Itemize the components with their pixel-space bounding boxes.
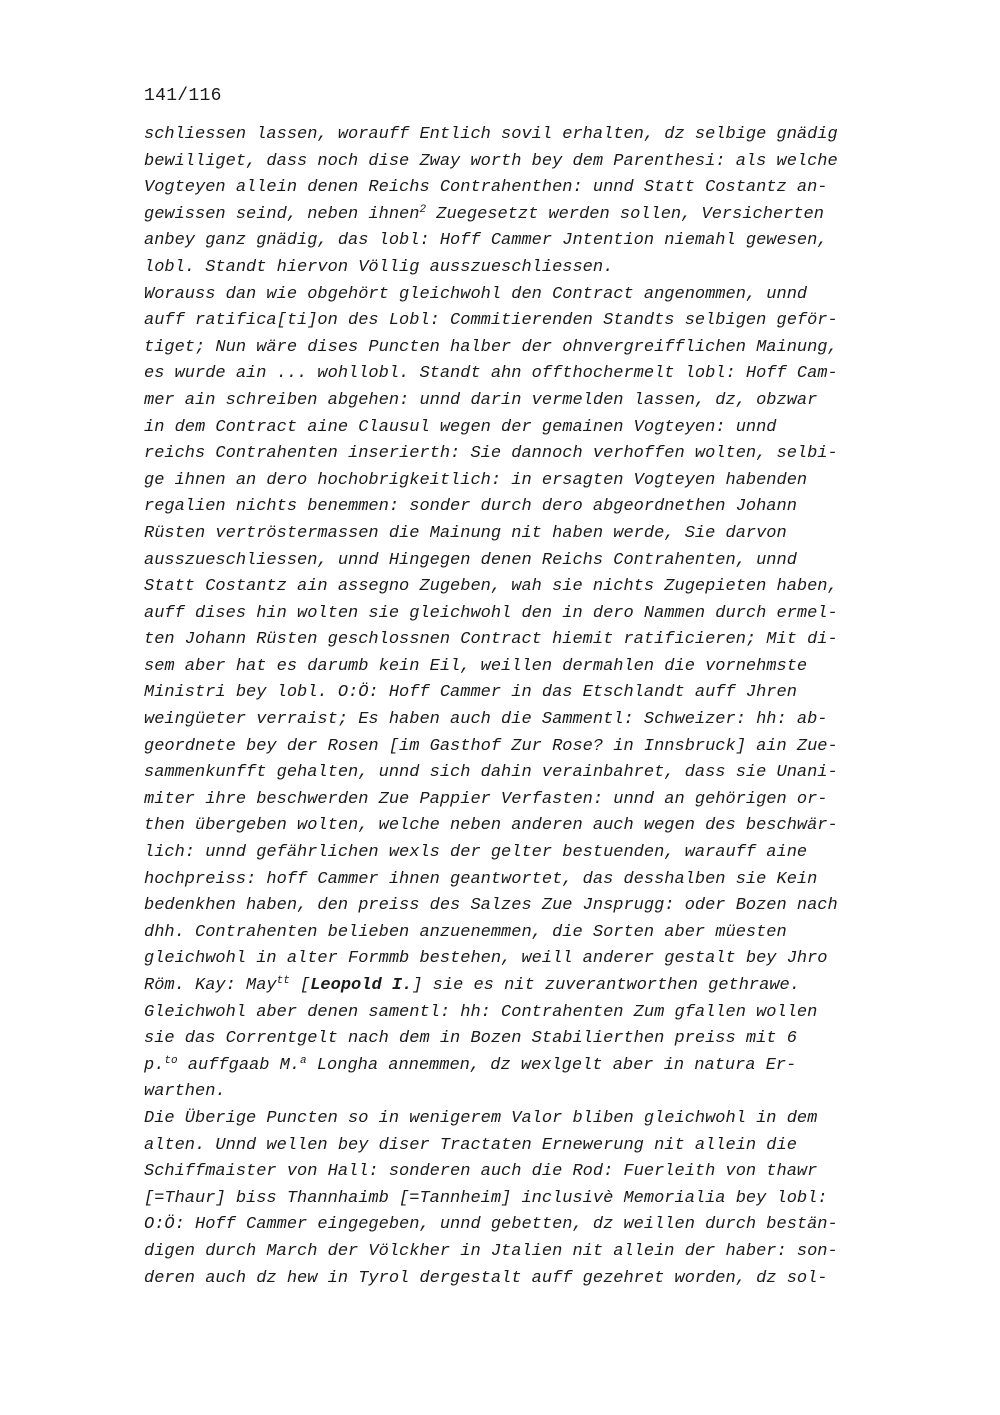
text-segment: Longha annemmen, dz wexlgelt aber in natura Er- (306, 1055, 797, 1075)
text-line: Statt Costantz ain assegno Zugeben, wah sie nichts Zugepieten haben, (144, 577, 838, 597)
text-line: schliessen lassen, worauff Entlich sovil erhalten, dz selbige gnädig (144, 125, 838, 144)
text-line: Die Überige Puncten so in wenigerem Valor bliben gleichwohl in dem (144, 1108, 818, 1128)
superscript-abbreviation: to (164, 1054, 178, 1067)
text-line (144, 202, 924, 229)
text-line: bewilliget, dass noch dise Zway worth bey dem Parenthesi: als welche (144, 151, 838, 171)
text-line: Worauss dan wie obgehört gleichwohl den Contract angenommen, unnd (144, 284, 808, 304)
text-segment: Röm. Kay: May (144, 976, 277, 995)
text-line: [=Thaur] biss Thannhaimb [=Tannheim] inclusivè Memorialia bey lobl: (144, 1188, 828, 1208)
text-line: anbey ganz gnädig, das lobl: Hoff Cammer Jntention niemahl gewesen, (144, 231, 828, 251)
page-number: 141/116 (144, 86, 222, 106)
text-line: bedenkhen haben, den preiss des Salzes Zue Jnsprugg: oder Bozen nach (144, 896, 838, 916)
text-line (144, 973, 924, 1000)
text-line: Rüsten vertröstermassen die Mainung nit haben werde, Sie darvon (144, 523, 787, 543)
text-line: Gleichwohl aber denen samentl: hh: Contrahenten Zum gfallen wollen (144, 1002, 818, 1022)
text-line: alten. Unnd wellen bey diser Tractaten Ernewerung nit allein die (144, 1135, 797, 1155)
text-line: auff ratifica[ti]on des Lobl: Commitierenden Standts selbigen geför- (144, 311, 838, 331)
text-line: ausszueschliessen, unnd Hingegen denen Reichs Contrahenten, unnd (144, 550, 797, 570)
body-text (144, 122, 924, 1292)
text-line: ge ihnen an dero hochobrigkeitlich: in ersagten Vogteyen habenden (144, 470, 808, 490)
text-line: sem aber hat es darumb kein Eil, weillen dermahlen die vornehmste (144, 656, 808, 676)
text-line: ten Johann Rüsten geschlossnen Contract hiemit ratificieren; Mit di- (144, 630, 838, 650)
text-line: regalien nichts benemmen: sonder durch dero abgeordnethen Johann (144, 497, 797, 517)
text-segment: [ (289, 976, 311, 995)
superscript-abbreviation: tt (276, 975, 290, 987)
text-line: lich: unnd gefährlichen wexls der gelter bestuenden, warauff aine (144, 843, 808, 863)
text-line: sie das Correntgelt nach dem in Bozen Stabilierthen preiss mit 6 (144, 1029, 797, 1049)
text-segment: p. (144, 1055, 165, 1075)
text-line: O:Ö: Hoff Cammer eingegeben, unnd gebetten, dz weillen durch bestän- (144, 1215, 838, 1235)
text-segment: auffgaab M. (177, 1055, 301, 1075)
text-segment: ] sie es nit zuverantworthen gethrawe. (412, 976, 800, 995)
text-line: geordnete bey der Rosen [im Gasthof Zur Rose? in Innsbruck] ain Zue- (144, 736, 838, 756)
text-line: Schiffmaister von Hall: sonderen auch die Rod: Fuerleith von thawr (144, 1162, 818, 1182)
text-line: hochpreiss: hoff Cammer ihnen geantwortet, das desshalben sie Kein (144, 869, 818, 889)
text-line: sammenkunfft gehalten, unnd sich dahin verainbahret, dass sie Unani- (144, 763, 838, 783)
text-line: lobl. Standt hiervon Völlig ausszueschliessen. (144, 257, 614, 277)
text-line: auff dises hin wolten sie gleichwohl den in dero Nammen durch ermel- (144, 603, 838, 623)
footnote-marker: 2 (419, 203, 427, 216)
text-segment: gewissen seind, neben ihnen (144, 204, 420, 224)
text-line: Ministri bey lobl. O:Ö: Hoff Cammer in das Etschlandt auff Jhren (144, 683, 797, 703)
text-line: warthen. (144, 1082, 226, 1102)
text-line: miter ihre beschwerden Zue Pappier Verfasten: unnd an gehörigen or- (144, 789, 828, 809)
text-line: reichs Contrahenten inserierth: Sie dannoch verhoffen wolten, selbi- (144, 444, 838, 464)
text-line: Vogteyen allein denen Reichs Contrahenthen: unnd Statt Costantz an- (144, 178, 828, 198)
text-line: digen durch March der Völckher in Jtalien nit allein der haber: son- (144, 1241, 838, 1261)
superscript-abbreviation: a (300, 1054, 307, 1067)
text-line: mer ain schreiben abgehen: unnd darin vermelden lassen, dz, obzwar (144, 390, 818, 410)
text-line: weingüeter verraist; Es haben auch die Sammentl: Schweizer: hh: ab- (144, 710, 828, 730)
text-line: es wurde ain ... wohllobl. Standt ahn offthochermelt lobl: Hoff Cam- (144, 364, 838, 384)
text-line: in dem Contract aine Clausul wegen der gemainen Vogteyen: unnd (144, 417, 777, 437)
text-line: dhh. Contrahenten belieben anzuenemmen, die Sorten aber müesten (144, 922, 787, 942)
text-line: tiget; Nun wäre dises Puncten halber der ohnvergreifflichen Mainung, (144, 337, 838, 357)
text-line: deren auch dz hew in Tyrol dergestalt auff gezehret worden, dz sol- (144, 1268, 828, 1288)
text-line: then übergeben wolten, welche neben anderen auch wegen des beschwär- (144, 816, 838, 836)
text-line (144, 1053, 924, 1080)
text-line: gleichwohl in alter Formmb bestehen, weill anderer gestalt bey Jhro (144, 949, 828, 969)
text-segment: Zuegesetzt werden sollen, Versicherten (426, 204, 824, 224)
editorial-name: Leopold I. (310, 976, 413, 995)
